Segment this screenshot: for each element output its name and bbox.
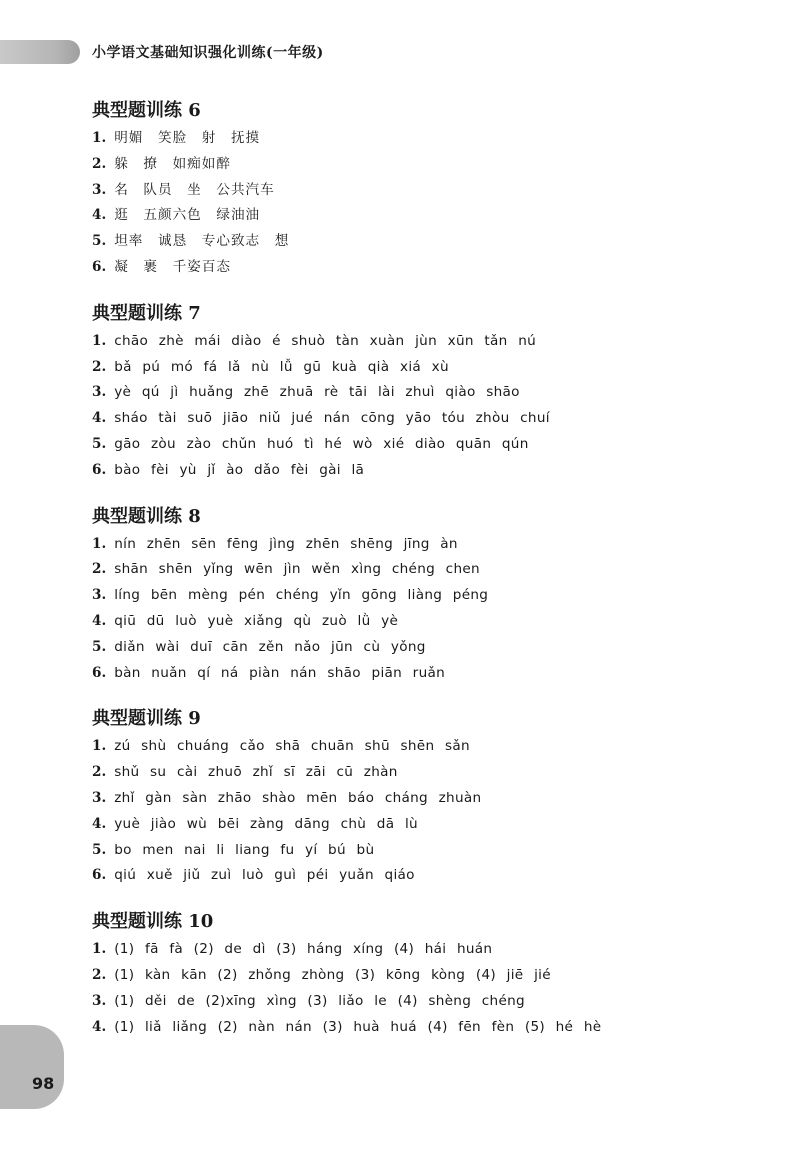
answer-item xyxy=(92,458,742,484)
answer-item xyxy=(92,255,742,281)
pinyin-answer: (1) fā fà (2) de dì (3) háng xíng (4) hái huán xyxy=(114,941,493,958)
answer-item xyxy=(92,661,742,687)
pinyin-answer: (1) děi de (2)xīng xìng (3) liǎo le (4) shèng chéng xyxy=(114,992,525,1009)
pinyin-answer: bǎ pú mó fá lǎ nù lǚ gū kuà qià xiá xù xyxy=(114,358,449,375)
book-title: 小学语文基础知识强化训练(一年级) xyxy=(92,45,324,61)
item-number: 4. xyxy=(92,612,107,629)
pinyin-answer: chāo zhè mái diào é shuò tàn xuàn jùn xūn tǎn nú xyxy=(114,332,537,349)
header-decor-bar xyxy=(0,40,80,64)
character-answer: 名 队员 坐 公共汽车 xyxy=(114,181,275,198)
item-number: 4. xyxy=(92,207,107,224)
section-title: 典型题训练 8 xyxy=(92,505,201,527)
pinyin-answer: diǎn wài duī cān zěn nǎo jūn cù yǒng xyxy=(114,638,426,655)
item-number: 5. xyxy=(92,841,107,858)
pinyin-answer: shǔ su cài zhuō zhǐ sī zāi cū zhàn xyxy=(114,764,398,781)
item-number: 3. xyxy=(92,992,107,1009)
pinyin-answer: yè qú jì huǎng zhē zhuā rè tāi lài zhuì qiào shāo xyxy=(114,384,520,401)
item-number: 2. xyxy=(92,764,107,781)
answer-item xyxy=(92,838,742,864)
exercise-section xyxy=(92,502,742,687)
answer-item xyxy=(92,432,742,458)
answer-item xyxy=(92,229,742,255)
item-number: 5. xyxy=(92,638,107,655)
pinyin-answer: qiū dū luò yuè xiǎng qù zuò lǜ yè xyxy=(114,612,399,629)
answer-item xyxy=(92,734,742,760)
pinyin-answer: nín zhēn sēn fēng jìng zhēn shēng jīng àn xyxy=(114,535,458,552)
answer-item xyxy=(92,557,742,583)
answer-item xyxy=(92,203,742,229)
item-number: 2. xyxy=(92,358,107,375)
answer-item xyxy=(92,812,742,838)
answer-item xyxy=(92,355,742,381)
pinyin-answer: bàn nuǎn qí ná piàn nán shāo piān ruǎn xyxy=(114,664,446,681)
character-answer: 坦率 诚恳 专心致志 想 xyxy=(114,233,290,250)
pinyin-answer: líng bēn mèng pén chéng yǐn gōng liàng péng xyxy=(114,587,489,604)
answer-item xyxy=(92,583,742,609)
answer-item xyxy=(92,937,742,963)
pinyin-answer: zhǐ gàn sàn zhāo shào mēn báo cháng zhuàn xyxy=(114,789,482,806)
answer-item xyxy=(92,126,742,152)
answer-item xyxy=(92,329,742,355)
answer-item xyxy=(92,989,742,1015)
answer-item xyxy=(92,406,742,432)
item-number: 6. xyxy=(92,461,107,478)
pinyin-answer: gāo zòu zào chǔn huó tì hé wò xié diào quān qún xyxy=(114,435,529,452)
page-number-tab xyxy=(0,1025,64,1109)
item-number: 2. xyxy=(92,966,107,983)
item-number: 6. xyxy=(92,867,107,884)
item-number: 4. xyxy=(92,410,107,427)
pinyin-answer: qiú xuě jiǔ zuì luò guì péi yuǎn qiáo xyxy=(114,867,415,884)
answer-item xyxy=(92,863,742,889)
page-number: 98 xyxy=(32,1074,55,1093)
character-answer: 凝 裹 千姿百态 xyxy=(114,258,231,275)
answer-item xyxy=(92,635,742,661)
item-number: 3. xyxy=(92,587,107,604)
item-number: 3. xyxy=(92,384,107,401)
pinyin-answer: shān shēn yǐng wēn jìn wěn xìng chéng chen xyxy=(114,561,480,578)
pinyin-answer: sháo tài suō jiāo niǔ jué nán cōng yāo tóu zhòu chuí xyxy=(114,410,550,427)
exercise-section xyxy=(92,299,742,484)
item-number: 1. xyxy=(92,130,107,146)
pinyin-answer: bào fèi yù jǐ ào dǎo fèi gài lā xyxy=(114,461,365,478)
section-title: 典型题训练 6 xyxy=(92,100,201,121)
pinyin-answer: yuè jiào wù bēi zàng dāng chù dā lù xyxy=(114,815,418,832)
pinyin-answer: (1) liǎ liǎng (2) nàn nán (3) huà huá (4) fēn fèn (5) hé hè xyxy=(114,1018,602,1035)
item-number: 2. xyxy=(92,155,107,172)
item-number: 4. xyxy=(92,815,107,832)
item-number: 3. xyxy=(92,789,107,806)
pinyin-answer: bo men nai li liang fu yí bú bù xyxy=(114,841,375,858)
exercise-section xyxy=(92,907,742,1040)
item-number: 6. xyxy=(92,664,107,681)
answer-item xyxy=(92,609,742,635)
pinyin-answer: zú shù chuáng cǎo shā chuān shū shēn sǎn xyxy=(114,738,470,755)
section-title: 典型题训练 7 xyxy=(92,302,201,324)
section-title: 典型题训练 9 xyxy=(92,708,201,730)
item-number: 1. xyxy=(92,535,107,552)
item-number: 2. xyxy=(92,561,107,578)
item-number: 6. xyxy=(92,258,107,275)
answer-content xyxy=(92,96,742,1058)
character-answer: 逛 五颜六色 绿油油 xyxy=(114,207,261,224)
character-answer: 躲 撩 如痴如醉 xyxy=(114,155,231,172)
section-title: 典型题训练 10 xyxy=(92,911,214,933)
answer-item xyxy=(92,786,742,812)
item-number: 1. xyxy=(92,941,107,958)
item-number: 1. xyxy=(92,738,107,755)
answer-item xyxy=(92,380,742,406)
item-number: 1. xyxy=(92,332,107,349)
character-answer: 明媚 笑脸 射 抚摸 xyxy=(114,130,261,146)
item-number: 4. xyxy=(92,1018,107,1035)
answer-item xyxy=(92,178,742,204)
item-number: 3. xyxy=(92,181,107,198)
answer-item xyxy=(92,963,742,989)
answer-item xyxy=(92,760,742,786)
item-number: 5. xyxy=(92,435,107,452)
item-number: 5. xyxy=(92,233,107,250)
exercise-section xyxy=(92,96,742,281)
answer-item xyxy=(92,1015,742,1041)
pinyin-answer: (1) kàn kān (2) zhǒng zhòng (3) kōng kòng (4) jiē jié xyxy=(114,966,551,983)
answer-item xyxy=(92,152,742,178)
answer-item xyxy=(92,532,742,558)
exercise-section xyxy=(92,704,742,889)
